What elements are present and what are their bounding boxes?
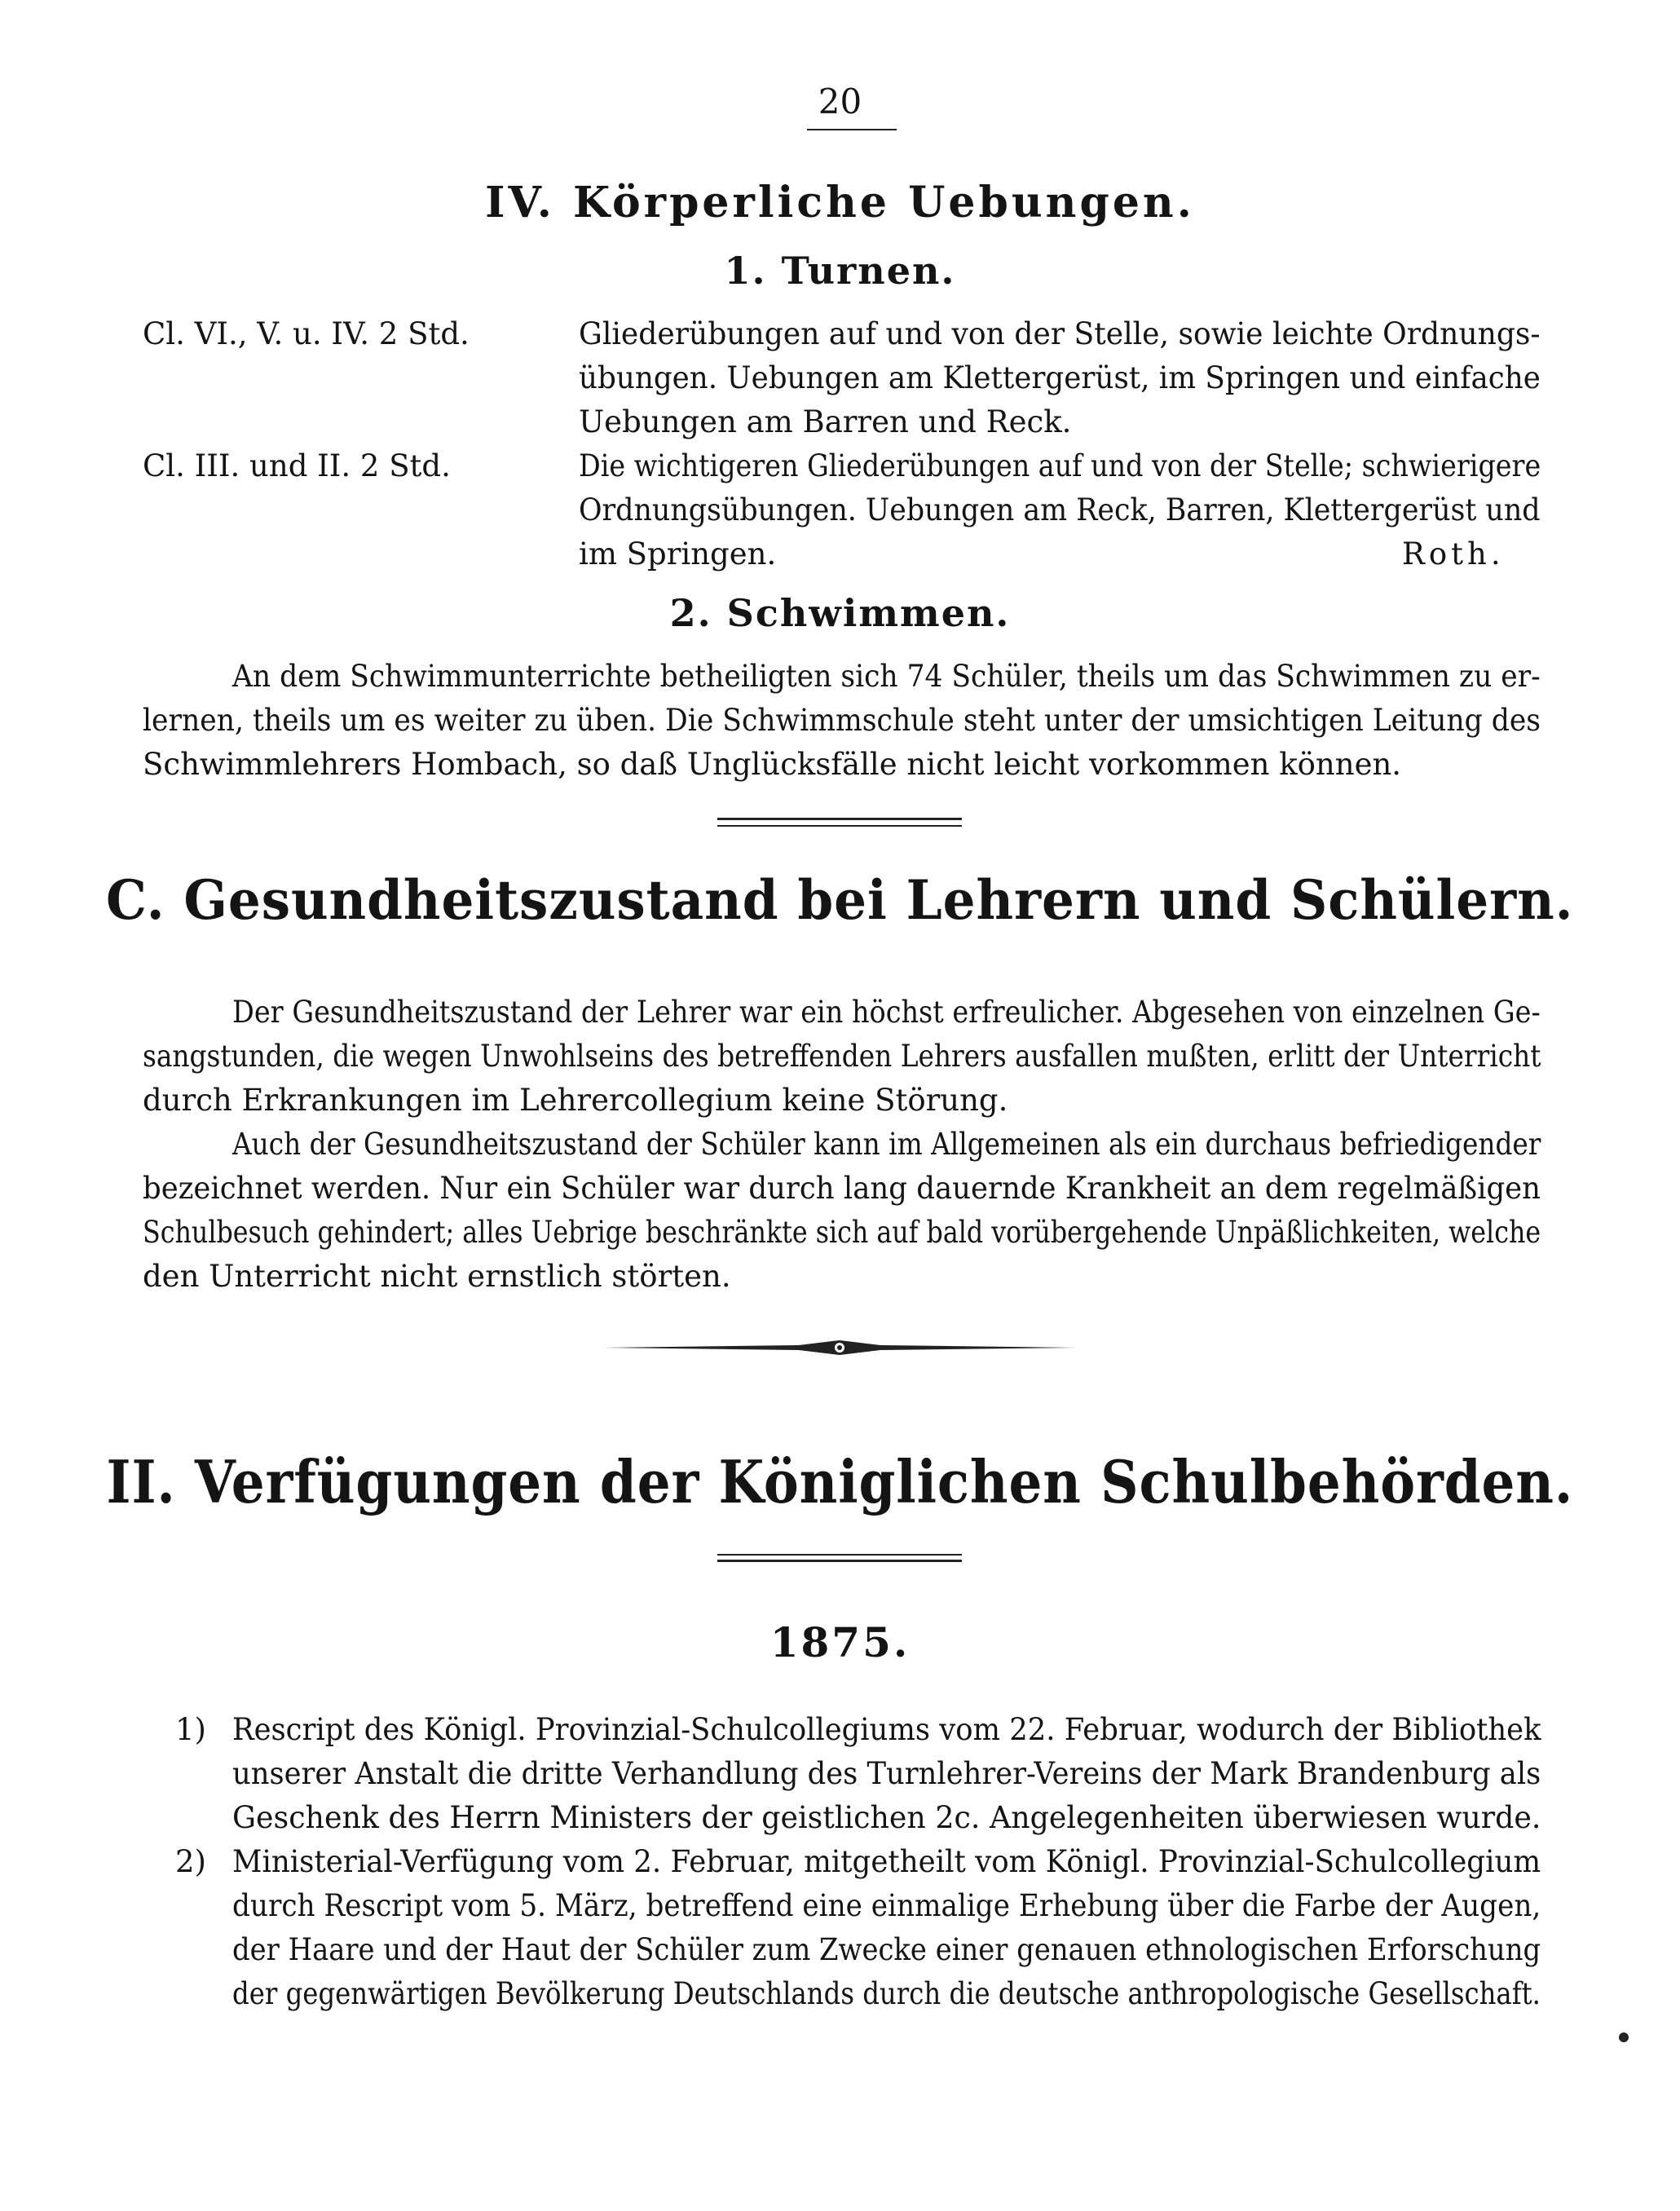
year-heading: 1875. <box>769 1618 911 1666</box>
paragraph-line: durch Erkrankungen im Lehrercollegium keine Störung. <box>143 1083 1008 1118</box>
paragraph-line: Schulbesuch gehindert; alles Uebrige beschränkte sich auf bald vorübergehende Unpäßlichkeiten, welche <box>143 1215 1541 1250</box>
entry-line: im Springen. <box>579 536 777 572</box>
entry-line: übungen. Uebungen am Klettergerüst, im Springen und einfache <box>579 360 1541 395</box>
ornamental-divider <box>603 1337 1076 1358</box>
paragraph-line: lernen, theils um es weiter zu üben. Die Schwimmschule steht unter der umsichtigen Leitung des <box>143 703 1541 738</box>
item-line: durch Rescript vom 5. März, betreffend eine einmalige Erhebung über die Farbe der Augen, <box>232 1888 1541 1923</box>
paragraph-line: Schwimmlehrers Hombach, so daß Unglücksfälle nicht leicht vorkommen können. <box>143 747 1402 782</box>
item-number: 2) <box>175 1844 206 1879</box>
item-number: 1) <box>175 1712 206 1747</box>
item-line: der Haare und der Haut der Schüler zum Zwecke einer genauen ethnologischen Erforschung <box>232 1932 1541 1967</box>
item-line: unserer Anstalt die dritte Verhandlung des Turnlehrer-Vereins der Mark Brandenburg als <box>232 1756 1541 1791</box>
entry-label: Cl. VI., V. u. IV. 2 Std. <box>143 316 470 351</box>
section-divider <box>717 1554 962 1556</box>
section-ii-heading: II. Verfügungen der Königlichen Schulbehörden. <box>106 1447 1574 1516</box>
paragraph-line: bezeichnet werden. Nur ein Schüler war durch lang dauernde Krankheit an dem regelmäßigen <box>143 1171 1541 1206</box>
ink-spot <box>1619 2032 1629 2042</box>
entry-line: Die wichtigeren Gliederübungen auf und von der Stelle; schwierigere <box>579 448 1541 483</box>
schwimmen-heading: 2. Schwimmen. <box>669 591 1011 635</box>
page-number-rule <box>807 129 897 130</box>
entry-line: Ordnungsübungen. Uebungen am Reck, Barren, Klettergerüst und <box>579 492 1541 527</box>
entry-line: Uebungen am Barren und Reck. <box>579 404 1072 439</box>
item-line: Rescript des Königl. Provinzial-Schulcollegiums vom 22. Februar, wodurch der Bibliothek <box>232 1712 1541 1747</box>
paragraph-line: sangstunden, die wegen Unwohlseins des betreffenden Lehrers ausfallen mußten, erlitt der Unterricht <box>143 1039 1541 1074</box>
turnen-heading: 1. Turnen. <box>724 249 956 293</box>
section-c-heading: C. Gesundheitszustand bei Lehrern und Schülern. <box>106 868 1574 932</box>
teacher-signature: Roth. <box>1402 536 1505 572</box>
paragraph-line: Der Gesundheitszustand der Lehrer war ein höchst erfreulicher. Abgesehen von einzelnen Ge- <box>232 995 1541 1030</box>
entry-line: Gliederübungen auf und von der Stelle, sowie leichte Ordnungs- <box>579 316 1541 351</box>
paragraph-line: den Unterricht nicht ernstlich störten. <box>143 1259 731 1294</box>
section-divider <box>717 825 962 827</box>
item-line: Ministerial-Verfügung vom 2. Februar, mitgetheilt vom Königl. Provinzial-Schulcollegium <box>232 1844 1541 1879</box>
section-divider <box>717 818 962 820</box>
section-divider <box>717 1560 962 1562</box>
paragraph-line: An dem Schwimmunterrichte betheiligten sich 74 Schüler, theils um das Schwimmen zu er- <box>232 659 1541 694</box>
item-line: Geschenk des Herrn Ministers der geistlichen 2c. Angelegenheiten überwiesen wurde. <box>232 1800 1541 1835</box>
page-number: 20 <box>818 82 862 121</box>
item-line: der gegenwärtigen Bevölkerung Deutschlands durch die deutsche anthropologische Gesellschaft. <box>232 1976 1541 2011</box>
entry-label: Cl. III. und II. 2 Std. <box>143 448 451 483</box>
paragraph-line: Auch der Gesundheitszustand der Schüler kann im Allgemeinen als ein durchaus befriedigender <box>232 1127 1541 1162</box>
section-iv-heading: IV. Körperliche Uebungen. <box>485 178 1195 227</box>
